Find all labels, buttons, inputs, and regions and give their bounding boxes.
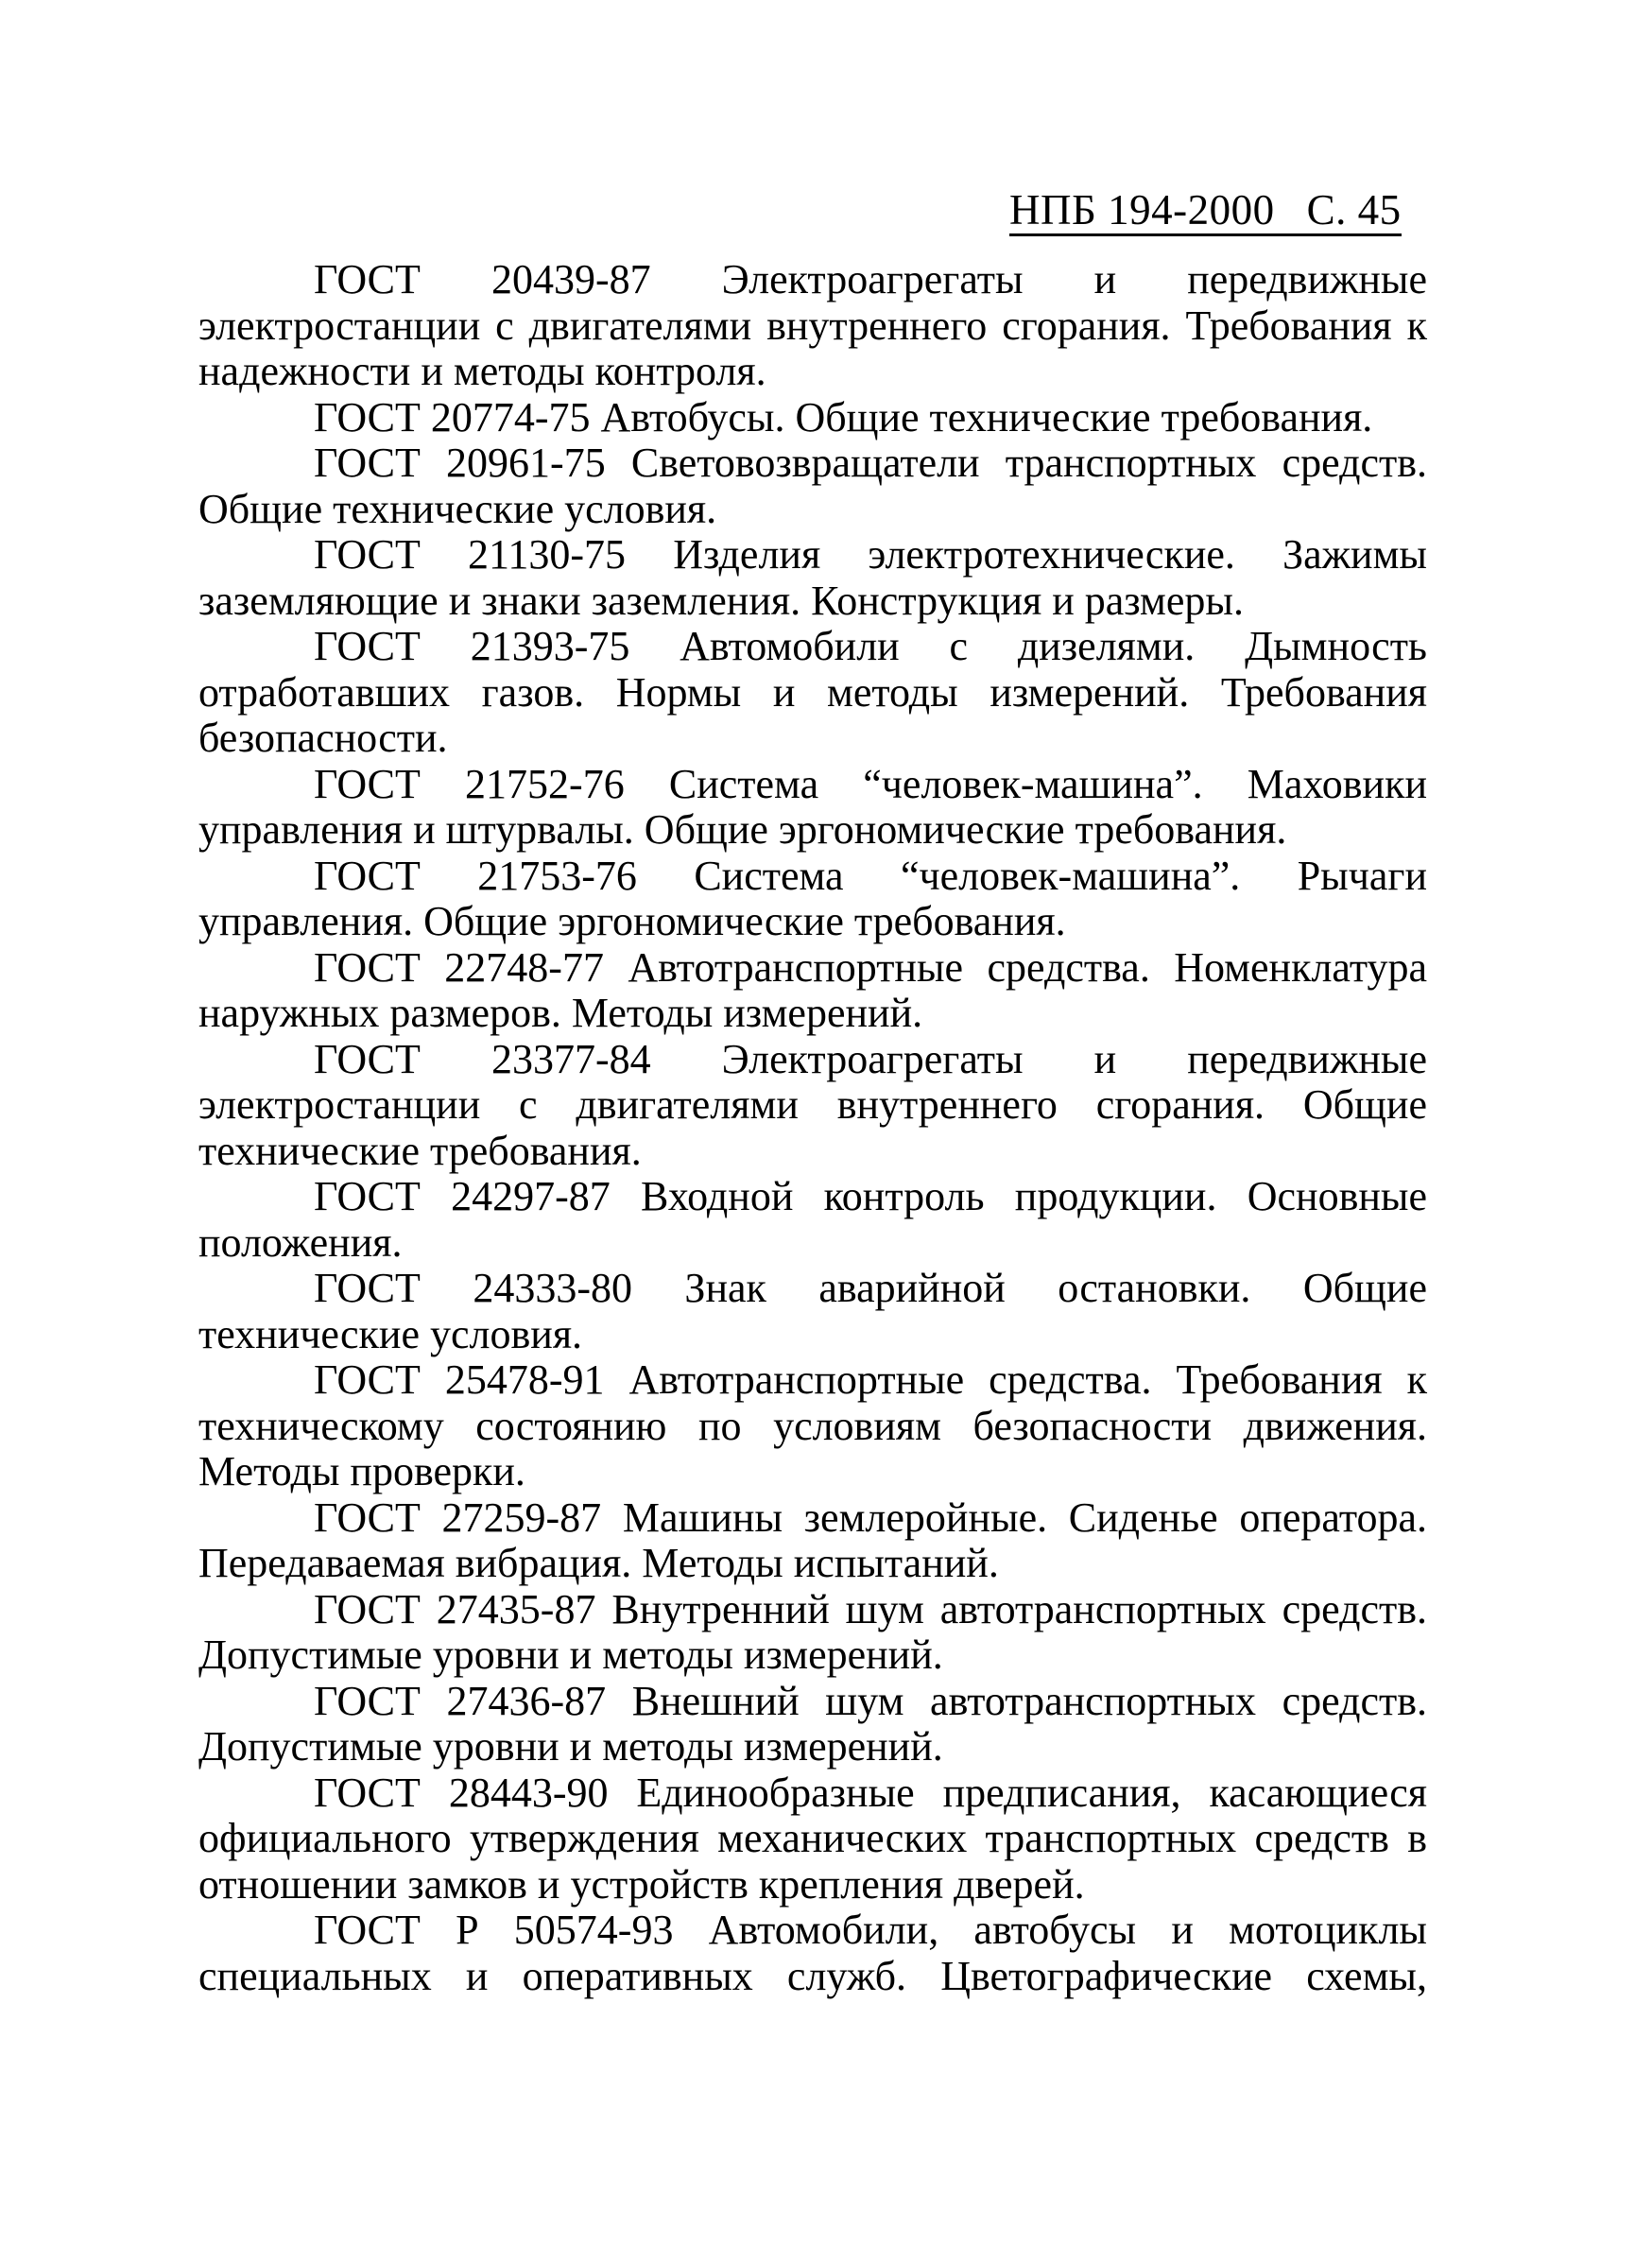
standard-entry: ГОСТ 25478-91 Автотранспортные средства. Требования к техническому состоянию по условиям безопасности движения. Методы проверки.	[198, 1356, 1427, 1494]
page-header	[1009, 186, 1402, 236]
standard-entry: ГОСТ 21130-75 Изделия электротехнические. Зажимы заземляющие и знаки заземления. Конструкция и размеры.	[198, 531, 1427, 624]
page-number: С. 45	[1306, 186, 1402, 233]
standard-entry: ГОСТ 21753-76 Система “человек-машина”. Рычаги управления. Общие эргономические требования.	[198, 852, 1427, 944]
standard-entry: ГОСТ 22748-77 Автотранспортные средства. Номенклатура наружных размеров. Методы измерений.	[198, 943, 1427, 1036]
standard-entry: ГОСТ 21393-75 Автомобили с дизелями. Дымность отработавших газов. Нормы и методы измерений. Требования безопасности.	[198, 623, 1427, 761]
standard-entry: ГОСТ 20439-87 Электроагрегаты и передвижные электростанции с двигателями внутреннего сгорания. Требования к надежности и методы контроля.	[198, 256, 1427, 394]
standard-entry: ГОСТ Р 50574-93 Автомобили, автобусы и мотоциклы специальных и оперативных служб. Цветографические схемы,	[198, 1907, 1427, 1999]
standard-entry: ГОСТ 27435-87 Внутренний шум автотранспортных средств. Допустимые уровни и методы измерений.	[198, 1585, 1427, 1678]
standards-list	[198, 257, 1427, 1999]
standard-entry: ГОСТ 24297-87 Входной контроль продукции. Основные положения.	[198, 1173, 1427, 1266]
standard-entry: ГОСТ 27436-87 Внешний шум автотранспортных средств. Допустимые уровни и методы измерений.	[198, 1677, 1427, 1770]
standard-entry: ГОСТ 20774-75 Автобусы. Общие технические требования.	[314, 393, 1373, 440]
standard-entry: ГОСТ 20961-75 Световозвращатели транспортных средств. Общие технические условия.	[198, 440, 1427, 532]
standard-entry: ГОСТ 24333-80 Знак аварийной остановки. Общие технические условия.	[198, 1265, 1427, 1357]
standard-entry: ГОСТ 27259-87 Машины землеройные. Сиденье оператора. Передаваемая вибрация. Методы испытаний.	[198, 1494, 1427, 1586]
standard-entry: ГОСТ 23377-84 Электроагрегаты и передвижные электростанции с двигателями внутреннего сгорания. Общие технические требования.	[198, 1035, 1427, 1174]
document-id: НПБ 194-2000	[1009, 186, 1275, 233]
standard-entry: ГОСТ 21752-76 Система “человек-машина”. Маховики управления и штурвалы. Общие эргономические требования.	[198, 760, 1427, 853]
standard-entry: ГОСТ 28443-90 Единообразные предписания, касающиеся официального утверждения механических транспортных средств в отношении замков и устройств крепления дверей.	[198, 1769, 1427, 1908]
